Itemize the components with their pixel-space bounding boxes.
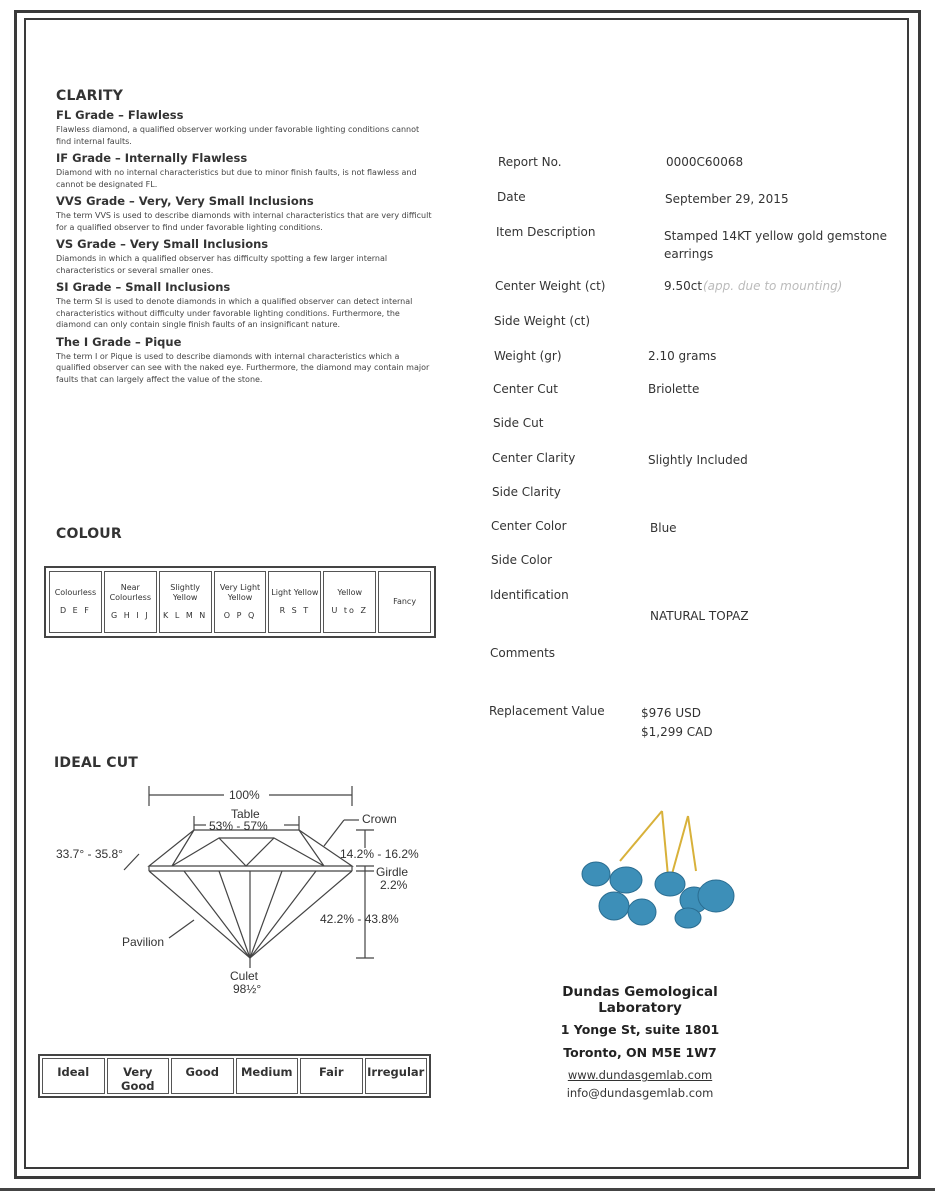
- field-label: Weight (gr): [494, 349, 562, 363]
- colour-scale-table: [44, 566, 436, 638]
- cut-grade-table: [38, 1054, 431, 1098]
- field-label: Center Color: [491, 519, 567, 533]
- field-label: Report No.: [498, 155, 562, 169]
- grade-vvs: VVS Grade – Very, Very Small Inclusions: [56, 194, 314, 208]
- scan-edge: [0, 1188, 935, 1191]
- field-value-line2: earrings: [664, 247, 714, 261]
- cut-grade-cell: Medium: [236, 1058, 299, 1094]
- field-value: Blue: [650, 521, 677, 535]
- field-value: September 29, 2015: [665, 192, 789, 206]
- field-note: (app. due to mounting): [703, 279, 843, 293]
- grade-fl: FL Grade – Flawless: [56, 108, 184, 122]
- field-value: NATURAL TOPAZ: [650, 609, 749, 623]
- clarity-title: CLARITY: [56, 88, 124, 104]
- girdle-title: Girdle: [376, 865, 409, 879]
- field-value: Stamped 14KT yellow gold gemstone: [664, 229, 887, 243]
- grade-i: The I Grade – Pique: [56, 334, 182, 349]
- lab-address-2: Toronto, ON M5E 1W7: [563, 1045, 717, 1060]
- field-label: Side Cut: [493, 416, 544, 430]
- grade-si-desc: The term SI is used to denote diamonds in which a qualified observer can detect internal characteristics without difficulty under favorable lighting conditions. Furthermore, the diamond can only contain single finish faults of an insignificant nature.: [56, 297, 413, 329]
- lab-email: info@dundasgemlab.com: [566, 1086, 714, 1100]
- colour-cell: [323, 571, 376, 633]
- field-label: Item Description: [496, 225, 596, 239]
- field-label: Center Weight (ct): [495, 279, 606, 293]
- colour-name: Yellow: [337, 588, 363, 597]
- colour-name: Very Light Yellow: [219, 583, 261, 602]
- grade-vvs-desc: The term VVS is used to describe diamonds with internal characteristics that are very difficult for a qualified observer to find under favorable lighting conditions.: [56, 211, 432, 232]
- lab-info: [520, 984, 760, 1100]
- field-label: Side Color: [491, 553, 553, 567]
- colour-cell: [104, 571, 157, 633]
- lab-name: Dundas Gemological Laboratory: [562, 984, 718, 1016]
- colour-code: G H I J: [111, 611, 150, 620]
- field-value: $976 USD: [641, 706, 701, 720]
- colour-cell: [378, 571, 431, 633]
- cut-grade-cell: Fair: [300, 1058, 363, 1094]
- grade-si: SI Grade – Small Inclusions: [56, 280, 231, 294]
- pavilion-label: Pavilion: [122, 935, 165, 949]
- field-label: Date: [497, 190, 526, 204]
- field-label: Center Clarity: [492, 451, 576, 465]
- field-value: 0000C60068: [666, 155, 744, 169]
- clarity-section: [56, 88, 436, 385]
- colour-code: D E F: [59, 606, 91, 615]
- colour-title: COLOUR: [56, 526, 122, 542]
- colour-code: R S T: [279, 606, 311, 615]
- field-value: Briolette: [648, 382, 700, 396]
- colour-name: Light Yellow: [271, 588, 319, 597]
- field-label: Replacement Value: [489, 704, 605, 718]
- colour-name: Slightly Yellow: [170, 583, 201, 602]
- colour-cell: [214, 571, 267, 633]
- field-value: 9.50ct: [664, 279, 703, 293]
- field-label: Side Clarity: [492, 485, 561, 499]
- culet-title: Culet: [230, 969, 259, 983]
- colour-cell: [268, 571, 321, 633]
- field-label: Identification: [490, 588, 569, 602]
- grade-fl-desc: Flawless diamond, a qualified observer working under favorable lighting conditions cannot find internal faults.: [56, 125, 420, 146]
- field-value: Slightly Included: [648, 453, 748, 467]
- field-label: Side Weight (ct): [494, 314, 591, 328]
- grade-vs-desc: Diamonds in which a qualified observer has difficulty spotting a few larger internal characteristics or several smaller ones.: [56, 254, 388, 275]
- lab-website-link[interactable]: www.dundasgemlab.com: [567, 1068, 713, 1082]
- colour-cell: [49, 571, 102, 633]
- crown-angle: 33.7° - 35.8°: [56, 847, 123, 861]
- ideal-cut-title: IDEAL CUT: [54, 755, 139, 771]
- cut-grade-cell: Very Good: [107, 1058, 170, 1094]
- crown-label: Crown: [362, 812, 397, 826]
- grade-if: IF Grade – Internally Flawless: [56, 151, 248, 165]
- colour-code: U to Z: [331, 606, 368, 615]
- colour-name: Fancy: [393, 597, 417, 606]
- culet-angle: 98½°: [233, 982, 262, 996]
- crown-height: 14.2% - 16.2%: [340, 847, 419, 861]
- diamond-cut-diagram: [54, 778, 434, 1003]
- field-value: 2.10 grams: [648, 349, 717, 363]
- cut-grade-cell: Irregular: [365, 1058, 428, 1094]
- colour-cell: [159, 571, 212, 633]
- field-value-line2: $1,299 CAD: [641, 725, 713, 739]
- field-label: Center Cut: [493, 382, 558, 396]
- colour-code: K L M N: [163, 611, 208, 620]
- pavilion-depth: 42.2% - 43.8%: [320, 912, 399, 926]
- grade-if-desc: Diamond with no internal characteristics but due to minor finish faults, is not flawless and cannot be designated FL.: [56, 168, 417, 189]
- table-range: 53% - 57%: [209, 819, 268, 833]
- colour-code: O P Q: [223, 611, 257, 620]
- lab-address-1: 1 Yonge St, suite 1801: [560, 1022, 720, 1037]
- colour-name: Near Colourless: [109, 583, 151, 602]
- girdle-value: 2.2%: [380, 878, 408, 892]
- cut-grade-cell: Good: [171, 1058, 234, 1094]
- table-title: Table: [231, 807, 260, 821]
- width-label: 100%: [229, 788, 260, 802]
- cut-grade-cell: Ideal: [42, 1058, 105, 1094]
- colour-name: Colourless: [54, 588, 97, 597]
- grade-vs: VS Grade – Very Small Inclusions: [56, 237, 269, 251]
- earrings-photo: [570, 806, 750, 936]
- grade-i-desc: The term I or Pique is used to describe diamonds with internal characteristics which a qualified observer can see with the naked eye. Furthermore, the diamond may contain major faults that can largely affect the value of the stone.: [56, 351, 430, 384]
- field-label: Comments: [490, 646, 556, 660]
